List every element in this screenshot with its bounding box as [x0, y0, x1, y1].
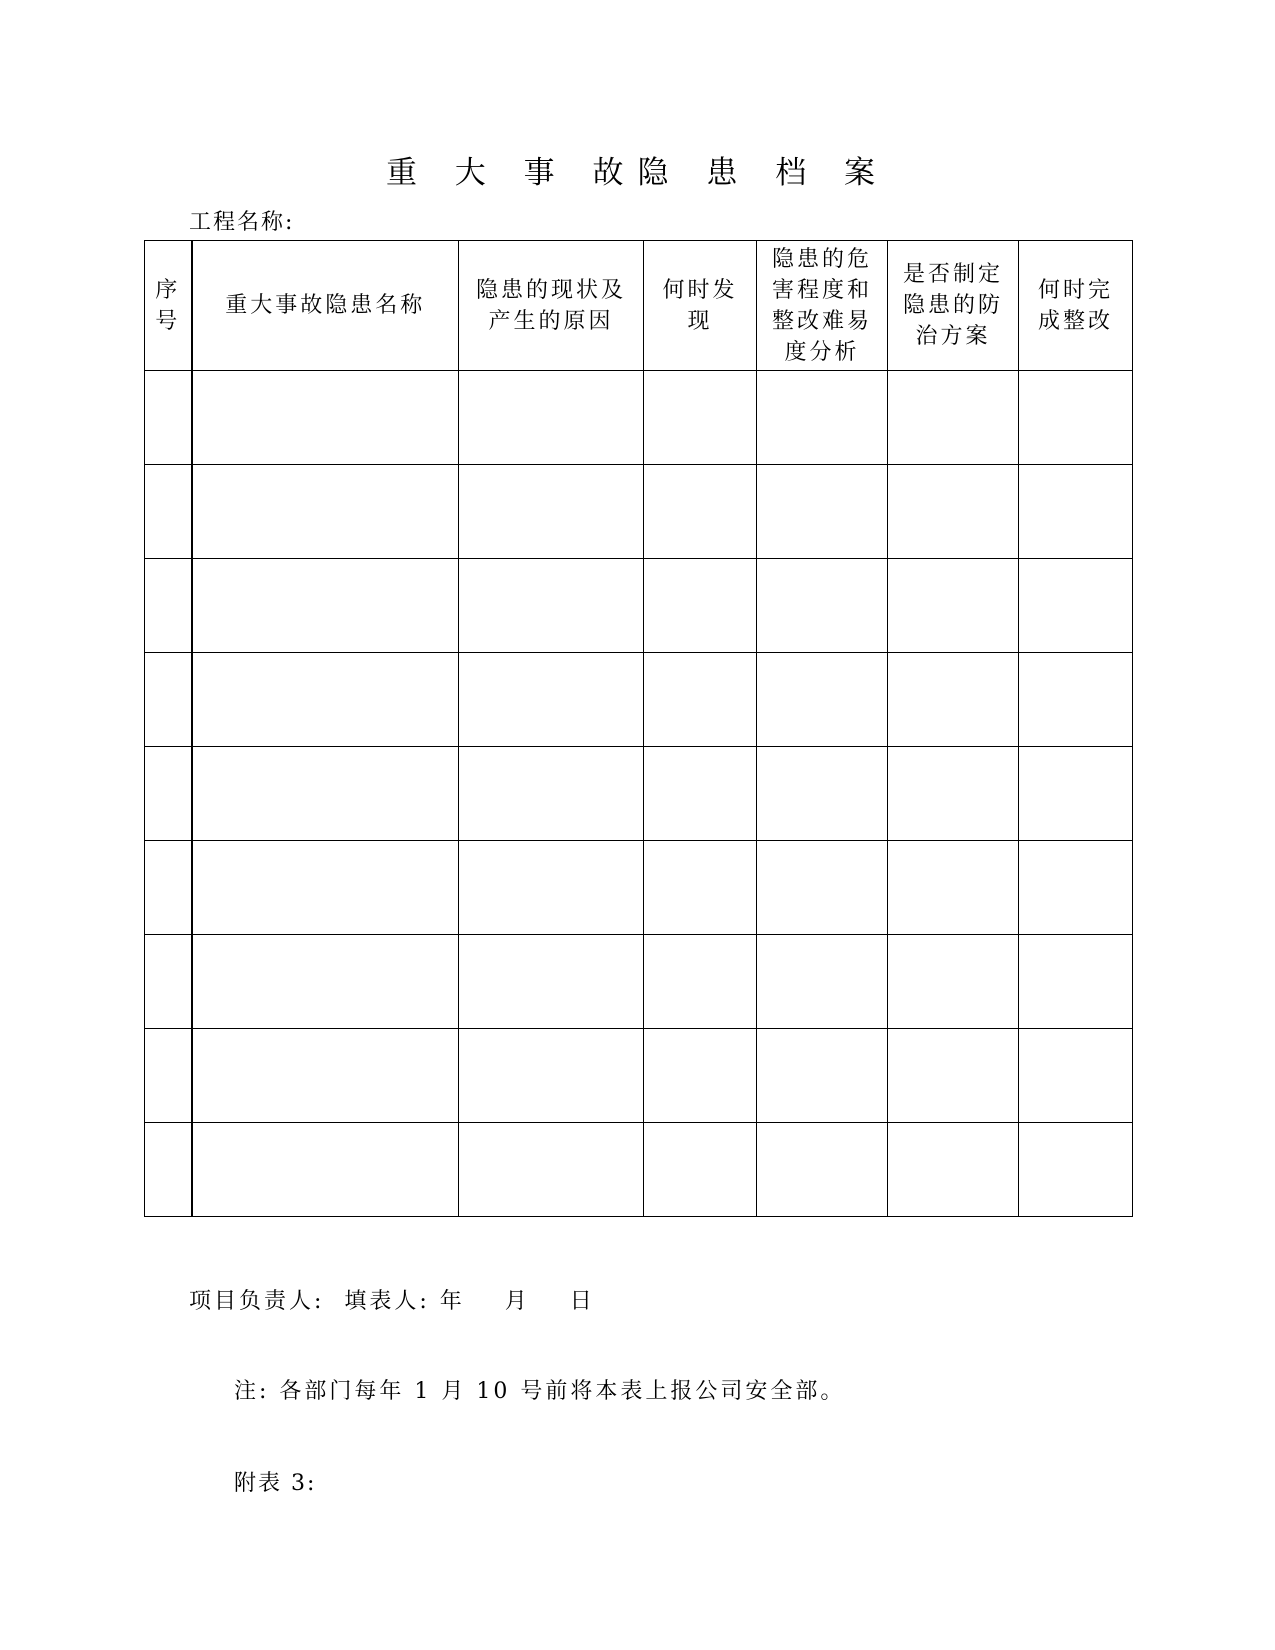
table-cell[interactable] — [459, 1029, 644, 1123]
table-cell[interactable] — [1019, 559, 1133, 653]
header-severity-analysis: 隐患的危害程度和整改难易度分析 — [757, 241, 888, 371]
table-cell[interactable] — [1019, 465, 1133, 559]
table-cell[interactable] — [757, 1123, 888, 1217]
table-row — [145, 1029, 1133, 1123]
table-cell[interactable] — [145, 465, 192, 559]
table-cell[interactable] — [757, 935, 888, 1029]
table-cell[interactable] — [1019, 841, 1133, 935]
table-cell[interactable] — [192, 653, 459, 747]
project-name-label: 工程名称: — [189, 210, 295, 235]
table-cell[interactable] — [459, 653, 644, 747]
table-cell[interactable] — [644, 747, 757, 841]
table-row — [145, 371, 1133, 465]
table-cell[interactable] — [459, 559, 644, 653]
header-hazard-name: 重大事故隐患名称 — [192, 241, 459, 371]
header-status-cause: 隐患的现状及产生的原因 — [459, 241, 644, 371]
table-cell[interactable] — [145, 371, 192, 465]
document-title: 重 大 事 故隐 患 档 案 — [385, 155, 890, 191]
table-body — [145, 371, 1133, 1217]
table-cell[interactable] — [1019, 935, 1133, 1029]
table-cell[interactable] — [888, 841, 1019, 935]
table-cell[interactable] — [888, 1123, 1019, 1217]
table-cell[interactable] — [192, 747, 459, 841]
table-cell[interactable] — [192, 465, 459, 559]
table-cell[interactable] — [644, 559, 757, 653]
table-cell[interactable] — [888, 653, 1019, 747]
table-cell[interactable] — [757, 653, 888, 747]
table-cell[interactable] — [644, 371, 757, 465]
header-found-when: 何时发现 — [644, 241, 757, 371]
table-cell[interactable] — [192, 935, 459, 1029]
table-cell[interactable] — [757, 371, 888, 465]
table-cell[interactable] — [145, 841, 192, 935]
table-cell[interactable] — [192, 1029, 459, 1123]
table-row — [145, 841, 1133, 935]
table-cell[interactable] — [644, 935, 757, 1029]
table-row — [145, 1123, 1133, 1217]
header-prevention-plan: 是否制定隐患的防治方案 — [888, 241, 1019, 371]
table-cell[interactable] — [192, 1123, 459, 1217]
table-cell[interactable] — [644, 1123, 757, 1217]
table-header-row — [145, 241, 1133, 371]
table-cell[interactable] — [1019, 1029, 1133, 1123]
table-cell[interactable] — [757, 465, 888, 559]
table-row — [145, 465, 1133, 559]
table-cell[interactable] — [1019, 653, 1133, 747]
table-cell[interactable] — [1019, 371, 1133, 465]
table-cell[interactable] — [145, 935, 192, 1029]
table-cell[interactable] — [145, 747, 192, 841]
table-cell[interactable] — [459, 371, 644, 465]
table-cell[interactable] — [459, 935, 644, 1029]
table-cell[interactable] — [888, 465, 1019, 559]
table-row — [145, 747, 1133, 841]
table-cell[interactable] — [459, 1123, 644, 1217]
table-cell[interactable] — [145, 1123, 192, 1217]
table-cell[interactable] — [888, 559, 1019, 653]
table-row — [145, 935, 1133, 1029]
table-cell[interactable] — [192, 559, 459, 653]
signature-line: 项目负责人: 填表人: 年 月 日 — [189, 1289, 595, 1314]
table-cell[interactable] — [192, 371, 459, 465]
table-cell[interactable] — [888, 935, 1019, 1029]
hazard-ledger-table — [144, 240, 1133, 1217]
header-seq: 序号 — [145, 241, 192, 371]
table-cell[interactable] — [644, 841, 757, 935]
table-cell[interactable] — [459, 465, 644, 559]
appendix-label: 附表 3: — [234, 1471, 317, 1496]
table-cell[interactable] — [888, 371, 1019, 465]
table-cell[interactable] — [644, 653, 757, 747]
table-cell[interactable] — [757, 559, 888, 653]
table-cell[interactable] — [888, 1029, 1019, 1123]
table-cell[interactable] — [145, 559, 192, 653]
table-cell[interactable] — [1019, 747, 1133, 841]
table-row — [145, 559, 1133, 653]
table-cell[interactable] — [757, 1029, 888, 1123]
table-cell[interactable] — [757, 841, 888, 935]
table-cell[interactable] — [757, 747, 888, 841]
table-cell[interactable] — [644, 465, 757, 559]
table-cell[interactable] — [145, 1029, 192, 1123]
submission-note: 注: 各部门每年 1 月 10 号前将本表上报公司安全部。 — [234, 1379, 846, 1404]
header-completed-when: 何时完成整改 — [1019, 241, 1133, 371]
table-cell[interactable] — [459, 841, 644, 935]
table-cell[interactable] — [1019, 1123, 1133, 1217]
table-row — [145, 653, 1133, 747]
table-cell[interactable] — [888, 747, 1019, 841]
table-cell[interactable] — [145, 653, 192, 747]
table-cell[interactable] — [459, 747, 644, 841]
table-cell[interactable] — [192, 841, 459, 935]
table-cell[interactable] — [644, 1029, 757, 1123]
